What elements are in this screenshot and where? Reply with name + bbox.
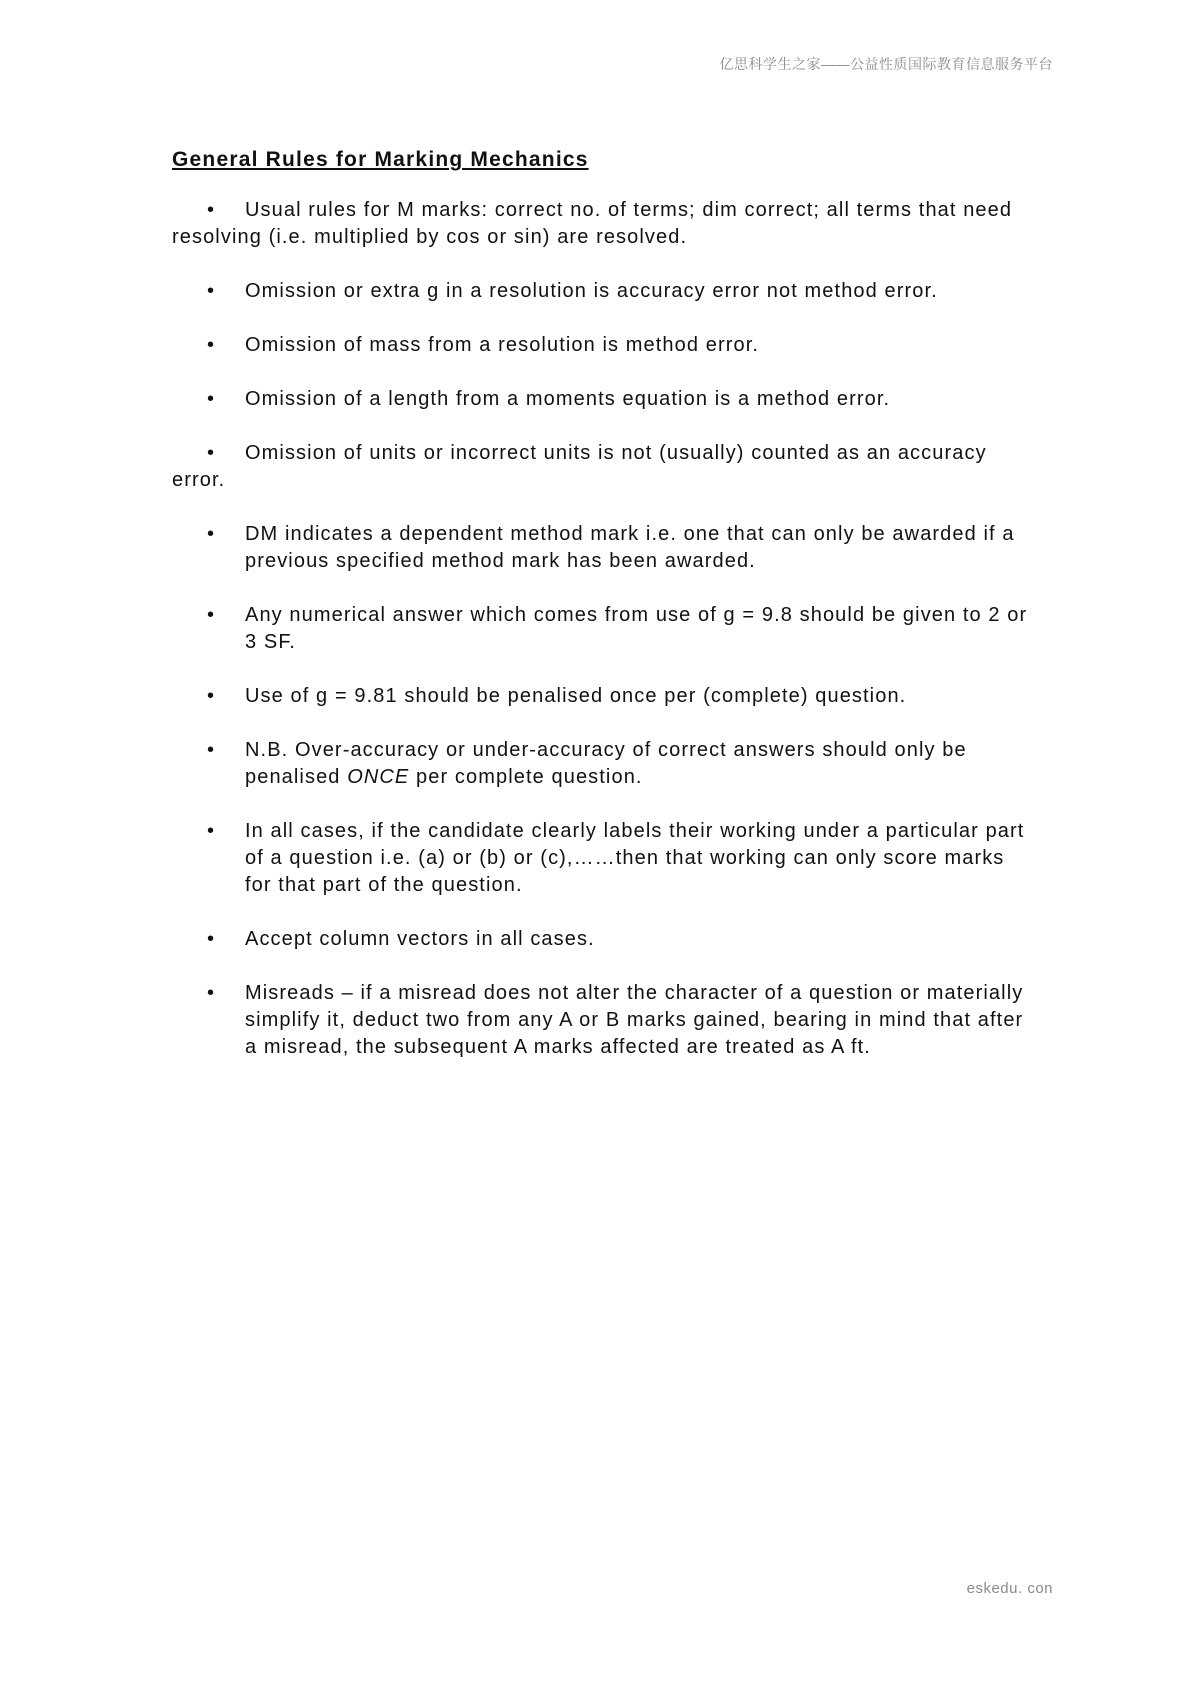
bullet-icon: • [207, 199, 216, 221]
bullet-icon: • [207, 982, 216, 1004]
bullet-icon: • [207, 334, 216, 356]
rule-omission-mass [172, 332, 1032, 359]
rule-m-marks [172, 197, 1032, 251]
rule-text: Usual rules for M marks: correct no. of terms; dim correct; all terms that need resolving (i.e. multiplied by cos or sin) are resolved. [172, 199, 1013, 248]
bullet-icon: • [207, 820, 216, 842]
bullet-icon: • [207, 523, 216, 545]
rule-labelled-working [172, 818, 1032, 899]
rule-g-98 [172, 602, 1032, 656]
rule-text: Omission or extra g in a resolution is accuracy error not method error. [245, 280, 938, 302]
rule-text: Omission of a length from a moments equation is a method error. [245, 388, 891, 410]
rule-text: Use of g = 9.81 should be penalised once per (complete) question. [245, 685, 907, 707]
rule-dm [172, 521, 1032, 575]
header-site-note: 亿思科学生之家——公益性质国际教育信息服务平台 [719, 56, 1053, 72]
rule-omission-units [172, 440, 1032, 494]
bullet-icon: • [207, 388, 216, 410]
rule-text: Misreads – if a misread does not alter the character of a question or materially simplify it, deduct two from any A or B marks gained, bearing in mind that after a misread, the subsequent A marks affected are treated as A ft. [245, 982, 1024, 1058]
footer-site: eskedu. con [966, 1580, 1053, 1597]
bullet-icon: • [207, 604, 216, 626]
rule-text: Omission of units or incorrect units is not (usually) counted as an accuracy error. [172, 442, 987, 491]
rule-text-emphasis: ONCE [347, 766, 410, 788]
rule-column-vectors [172, 926, 1032, 953]
bullet-icon: • [207, 739, 216, 761]
bullet-icon: • [207, 928, 216, 950]
rule-omission-g [172, 278, 1032, 305]
rule-text: Accept column vectors in all cases. [245, 928, 595, 950]
rule-omission-length [172, 386, 1032, 413]
rule-text: DM indicates a dependent method mark i.e. one that can only be awarded if a previous specified method mark has been awarded. [245, 523, 1015, 572]
bullet-icon: • [207, 280, 216, 302]
rule-text-before: N.B. Over-accuracy or under-accuracy of correct answers should only be penalised [245, 739, 967, 788]
rule-text: Omission of mass from a resolution is method error. [245, 334, 760, 356]
bullet-icon: • [207, 685, 216, 707]
document-title: General Rules for Marking Mechanics [172, 148, 589, 171]
rule-text-after: per complete question. [409, 766, 643, 788]
rule-over-accuracy [172, 737, 1032, 791]
rule-text: In all cases, if the candidate clearly labels their working under a particular part of a question i.e. (a) or (b) or (c),……then that working can only score marks for that part of the question. [245, 820, 1025, 896]
rule-misreads [172, 980, 1032, 1061]
bullet-icon: • [207, 442, 216, 464]
document-body [172, 147, 1032, 1088]
rule-g-981 [172, 683, 1032, 710]
rule-text: Any numerical answer which comes from use of g = 9.8 should be given to 2 or 3 SF. [245, 604, 1028, 653]
